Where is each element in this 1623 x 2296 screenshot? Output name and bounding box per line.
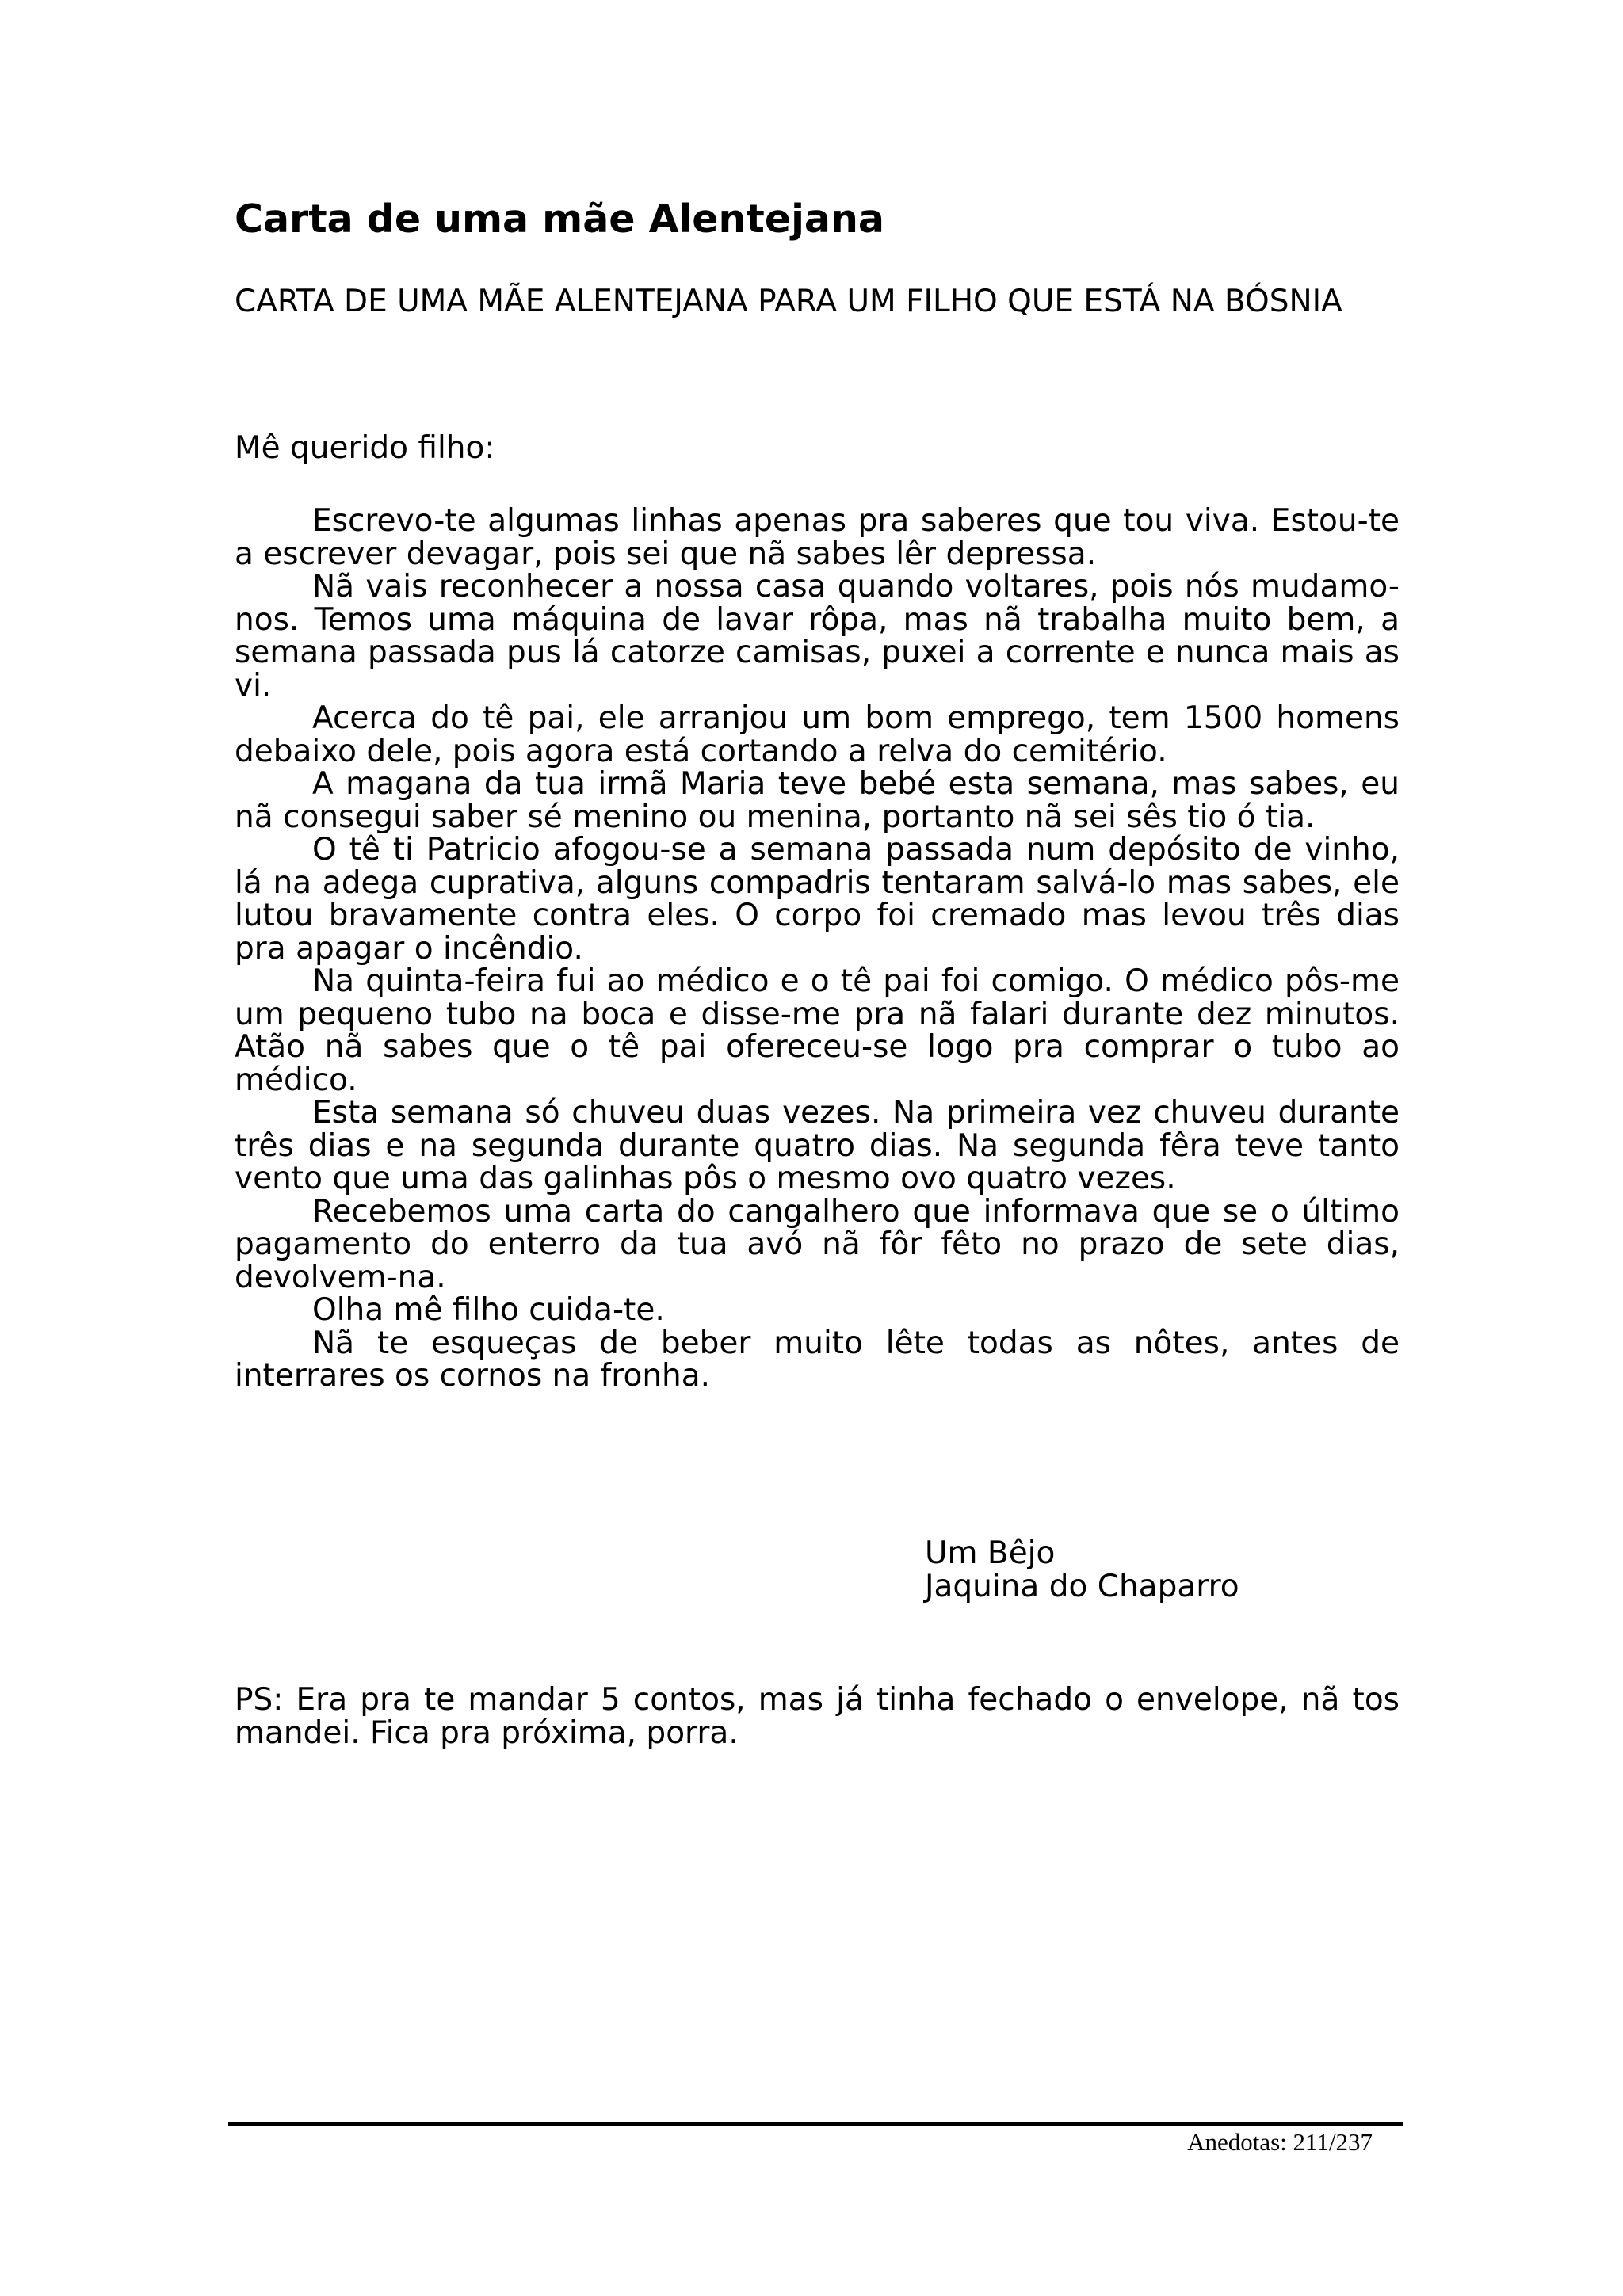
paragraph-3: Acerca do tê pai, ele arranjou um bom emprego, tem 1500 homens debaixo dele, pois agora está cortando a relva do cemitério. bbox=[235, 700, 1400, 769]
paragraph-4: A magana da tua irmã Maria teve bebé esta semana, mas sabes, eu nã consegui saber sé menino ou menina, portanto nã sei sês tio ó tia. bbox=[235, 766, 1400, 835]
paragraph-10: Nã te esqueças de beber muito lête todas as nôtes, antes de interrares os cornos na fronha. bbox=[235, 1325, 1400, 1394]
signature-closing: Um Bêjo bbox=[925, 1535, 1056, 1571]
page-number: Anedotas: 211/237 bbox=[1187, 2128, 1373, 2156]
salutation: Mê querido filho: bbox=[235, 430, 495, 466]
signature-name: Jaquina do Chaparro bbox=[925, 1569, 1239, 1604]
footer-divider bbox=[228, 2122, 1403, 2126]
page-title: Carta de uma mãe Alentejana bbox=[235, 196, 884, 242]
letter-subtitle: CARTA DE UMA MÃE ALENTEJANA PARA UM FILHO QUE ESTÁ NA BÓSNIA bbox=[235, 284, 1342, 319]
paragraph-1: Escrevo-te algumas linhas apenas pra saberes que tou viva. Estou-te a escrever devagar, pois sei que nã sabes lêr depressa. bbox=[235, 503, 1400, 572]
paragraph-8: Recebemos uma carta do cangalhero que informava que se o último pagamento do enterro da tua avó nã fôr fêto no prazo de sete dias, devolvem-na. bbox=[235, 1193, 1400, 1295]
paragraph-2: Nã vais reconhecer a nossa casa quando voltares, pois nós mudamo-nos. Temos uma máquina de lavar rôpa, mas nã trabalha muito bem, a semana passada pus lá catorze camisas, puxei a corrente e nunca mais as vi. bbox=[235, 569, 1400, 704]
letter-body bbox=[235, 505, 1400, 1393]
postscript: PS: Era pra te mandar 5 contos, mas já tinha fechado o envelope, nã tos mandei. Fica pra próxima, porra. bbox=[235, 1682, 1400, 1751]
paragraph-9: Olha mê filho cuida-te. bbox=[312, 1292, 665, 1328]
signature-block bbox=[925, 1537, 1400, 1604]
paragraph-7: Esta semana só chuveu duas vezes. Na primeira vez chuveu durante três dias e na segunda durante quatro dias. Na segunda fêra teve tanto vento que uma das galinhas pôs o mesmo ovo quatro vezes. bbox=[235, 1095, 1400, 1196]
paragraph-5: O tê ti Patricio afogou-se a semana passada num depósito de vinho, lá na adega cuprativa, alguns compadris tentaram salvá-lo mas sabes, ele lutou bravamente contra eles. O corpo foi cremado mas levou três dias pra apagar o incêndio. bbox=[235, 832, 1400, 967]
paragraph-6: Na quinta-feira fui ao médico e o tê pai foi comigo. O médico pôs-me um pequeno tubo na boca e disse-me pra nã falari durante dez minutos. Atão nã sabes que o tê pai ofereceu-se logo pra comprar o tubo ao médico. bbox=[235, 963, 1400, 1098]
